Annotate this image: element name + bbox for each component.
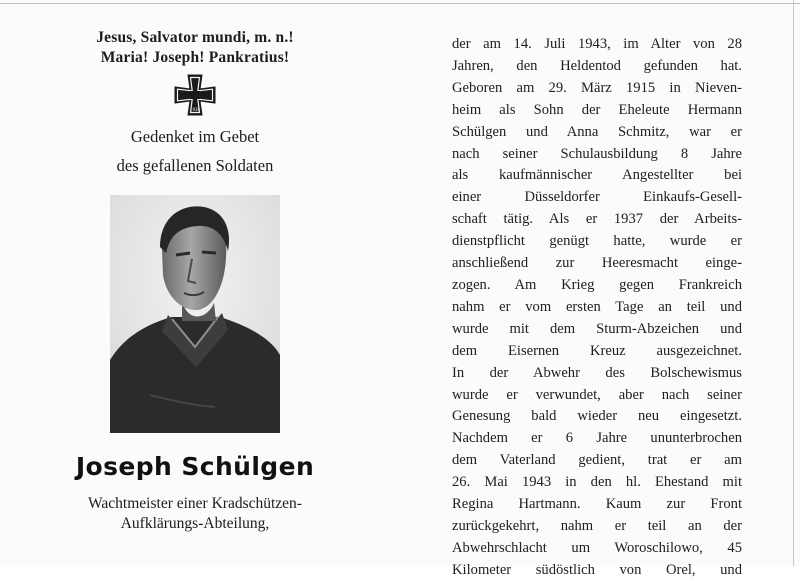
biography-line: nach seiner Schulausbildung 8 Jahre: [452, 145, 742, 162]
biography-line: anschließend zur Heeresmacht einge-: [452, 255, 742, 272]
card-top-edge: [0, 3, 800, 4]
rank-line-1: Wachtmeister einer Kradschützen-: [88, 495, 302, 512]
prayer-line-1: Gedenket im Gebet: [130, 127, 260, 146]
portrait-photo: [110, 195, 280, 433]
invocation-line-2: Maria! Joseph! Pankratius!: [100, 49, 290, 66]
left-panel: [40, 28, 350, 176]
biography-line: wurde mit dem Sturm-Abzeichen und: [452, 320, 742, 337]
biography-line: Nachdem er 6 Jahre ununterbrochen: [452, 430, 742, 447]
invocation-line-1: Jesus, Salvator mundi, m. n.!: [96, 29, 294, 46]
biography-line: 26. Mai 1943 in den hl. Ehestand mit: [452, 474, 742, 491]
biography-line: wurde er verwundet, aber nach seiner: [452, 386, 742, 403]
biography-line: der am 14. Juli 1943, im Alter von 28: [452, 36, 742, 52]
biography-line: Geboren am 29. März 1915 in Nieven-: [452, 79, 742, 96]
biography-line: Genesung bald wieder neu eingesetzt.: [452, 408, 742, 425]
rank-line-2: Aufklärungs-Abteilung,: [120, 515, 270, 532]
card-right-edge: [793, 0, 794, 566]
iron-cross-icon: [170, 72, 220, 118]
biography-line: Schülgen und Anna Schmitz, war er: [452, 123, 742, 140]
biography-line: heim als Sohn der Eheleute Hermann: [452, 101, 742, 118]
biography-line: einer Düsseldorfer Einkaufs-Gesell-: [452, 189, 742, 206]
biography-line: Kilometer südöstlich von Orel, und: [452, 561, 742, 578]
biography-line: zogen. Am Krieg gegen Frankreich: [452, 276, 742, 293]
biography-text: [452, 34, 742, 582]
biography-line: Abwehrschlacht um Woroschilowo, 45: [452, 539, 742, 556]
biography-line: nahm er vom ersten Tage an teil und: [452, 298, 742, 315]
biography-line: dienstpflicht genügt hatte, wurde er: [452, 233, 742, 250]
biography-line: als kaufmännischer Angestellter bei: [452, 167, 742, 184]
biography-line: schaft tätig. Als er 1937 der Arbeits-: [452, 211, 742, 228]
biography-line: In der Abwehr des Bolschewismus: [452, 364, 742, 381]
biography-line: Jahren, den Heldentod gefunden hat.: [452, 57, 742, 74]
biography-line: zurückgekehrt, nahm er teil an der: [452, 517, 742, 534]
deceased-name: Joseph Schülgen: [75, 452, 315, 481]
biography-line: dem Vaterland gedient, trat er am: [452, 452, 742, 469]
rank-text: [30, 494, 360, 534]
biography-line: dem Eisernen Kreuz ausgezeichnet.: [452, 342, 742, 359]
cross-year: 1939: [189, 107, 201, 112]
prayer-line-2: des gefallenen Soldaten: [116, 156, 274, 175]
biography-line: Regina Hartmann. Kaum zur Front: [452, 496, 742, 513]
